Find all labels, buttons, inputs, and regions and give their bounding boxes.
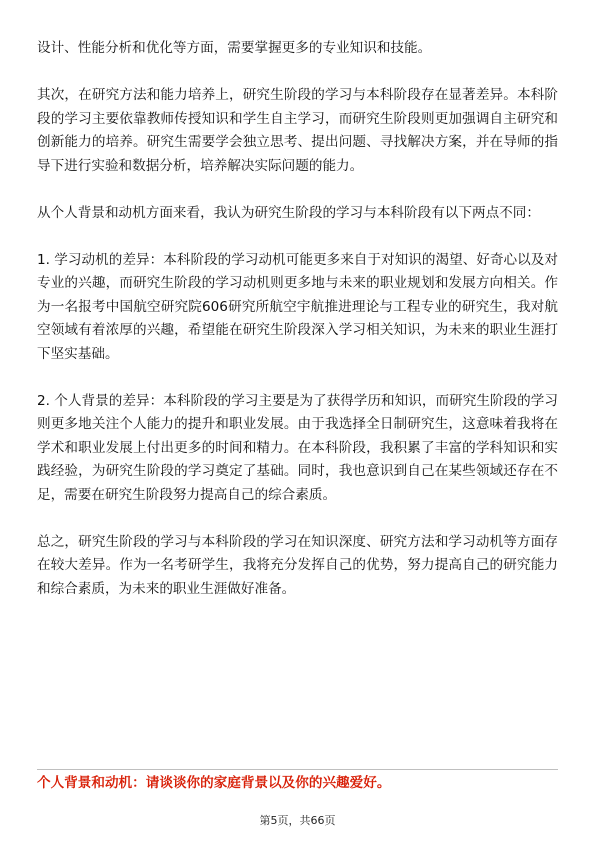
paragraph-point-2-background: 2. 个人背景的差异：本科阶段的学习主要是为了获得学历和知识，而研究生阶段的学习则更多地关注个人能力的提升和职业发展。由于我选择全日制研究生，这意味着我将在学术和职业发展上付出更多的时间和精力。在本科阶段，我积累了丰富的学科知识和实践经验，为研究生阶段的学习奠定了基础。同时，我也意识到自己在某些领域还存在不足，需要在研究生阶段努力提高自己的综合素质。 [37, 392, 558, 503]
document-body [37, 37, 558, 601]
section-divider [37, 769, 558, 770]
page-footer: 第5页，共66页 [259, 814, 336, 827]
paragraph-conclusion: 总之，研究生阶段的学习与本科阶段的学习在知识深度、研究方法和学习动机等方面存在较大差异。作为一名考研学生，我将充分发挥自己的优势，努力提高自己的研究能力和综合素质，为未来的职业生涯做好准备。 [37, 533, 558, 597]
paragraph-point-1-motivation: 1. 学习动机的差异：本科阶段的学习动机可能更多来自于对知识的渴望、好奇心以及对专业的兴趣，而研究生阶段的学习动机则更多地与未来的职业规划和发展方向相关。作为一名报考中国航空研究院606研究所航空宇航推进理论与工程专业的研究生，我对航空领域有着浓厚的兴趣，希望能在研究生阶段深入学习相关知识，为未来的职业生涯打下坚实基础。 [37, 251, 558, 362]
question-heading: 个人背景和动机：请谈谈你的家庭背景以及你的兴趣爱好。 [37, 775, 391, 791]
paragraph-background-motivation: 从个人背景和动机方面来看，我认为研究生阶段的学习与本科阶段有以下两点不同： [37, 204, 540, 221]
paragraph-research-methods: 其次，在研究方法和能力培养上，研究生阶段的学习与本科阶段存在显著差异。本科阶段的学习主要依靠教师传授知识和学生自主学习，而研究生阶段则更加强调自主研究和创新能力的培养。研究生需要学会独立思考、提出问题、寻找解决方案，并在导师的指导下进行实验和数据分析，培养解决实际问题的能力。 [37, 87, 558, 174]
paragraph-intro-continuation: 设计、性能分析和优化等方面，需要掌握更多的专业知识和技能。 [37, 40, 432, 56]
